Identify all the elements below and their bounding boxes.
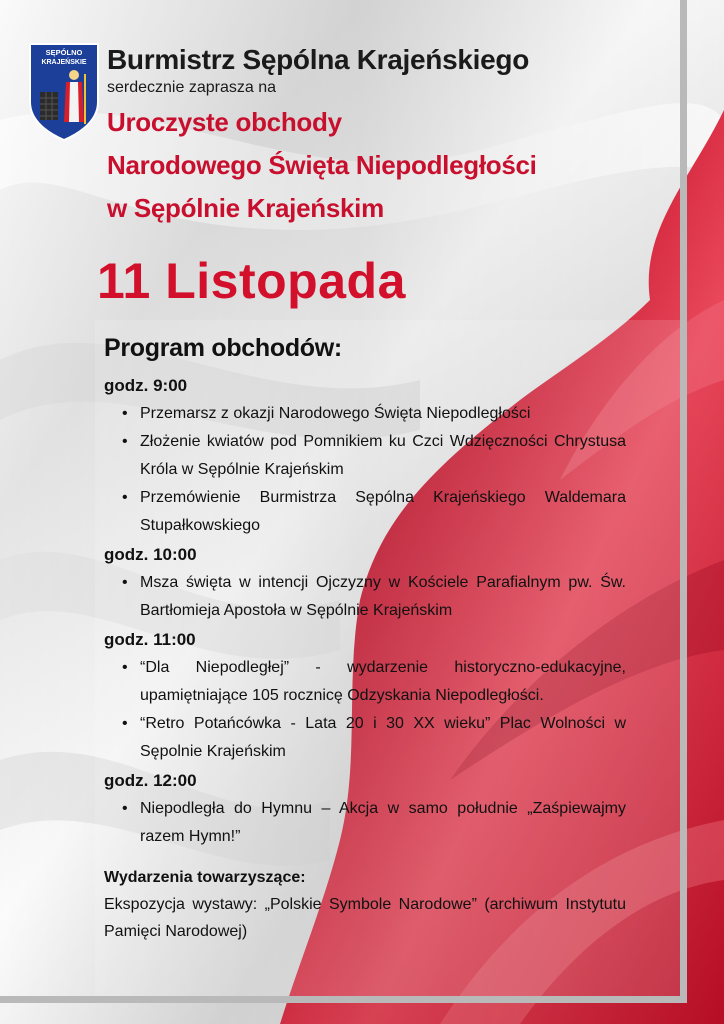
- list-item: [104, 428, 626, 484]
- bullet-icon: •: [122, 489, 128, 506]
- bullet-icon: •: [122, 574, 128, 591]
- time-heading: godz. 9:00: [104, 376, 188, 395]
- event-title-line-3: w Sępólnie Krajeńskim: [107, 193, 384, 223]
- list-item: [104, 795, 626, 851]
- header: [107, 42, 537, 230]
- frame-line-bottom: [0, 996, 687, 1003]
- program-title: Program obchodów:: [104, 334, 342, 362]
- time-heading: godz. 12:00: [104, 771, 197, 790]
- program-section: [104, 334, 626, 945]
- host-title: Burmistrz Sępólna Krajeńskiego: [107, 44, 530, 75]
- list-item: [104, 569, 626, 625]
- bullet-icon: •: [122, 405, 128, 422]
- event-title-line-2: Narodowego Święta Niepodległości: [107, 150, 537, 180]
- event-title-line-1: Uroczyste obchody: [107, 107, 342, 137]
- crest-text-2: KRAJEŃSKIE: [41, 59, 87, 66]
- bullet-icon: •: [122, 800, 128, 817]
- bullet-icon: •: [122, 433, 128, 450]
- list-item: [104, 710, 626, 766]
- item-text: Przemarsz z okazji Narodowego Święta Niepodległości: [140, 405, 531, 422]
- item-text: Złożenie kwiatów pod Pomnikiem ku Czci Wdzięczności Chrystusa Króla w Sępólnie Krajeńskim: [140, 433, 626, 478]
- item-text: Msza święta w intencji Ojczyzny w Kościele Parafialnym pw. Św. Bartłomieja Apostoła w Sępólnie Krajeńskim: [140, 574, 626, 619]
- bullet-icon: •: [122, 715, 128, 732]
- accompanying-events-text: Ekspozycja wystawy: „Polskie Symbole Narodowe” (archiwum Instytutu Pamięci Narodowej): [104, 896, 626, 940]
- item-text: Przemówienie Burmistrza Sępólna Krajeńskiego Waldemara Stupałkowskiego: [140, 489, 626, 534]
- crest-text-1: SĘPÓLNO: [45, 48, 83, 57]
- bullet-icon: •: [122, 659, 128, 676]
- list-item: [104, 484, 626, 540]
- time-heading: godz. 11:00: [104, 630, 196, 649]
- invitation-subtitle: serdecznie zaprasza na: [107, 79, 276, 96]
- frame-line-right: [680, 0, 687, 1000]
- item-text: “Dla Niepodległej” - wydarzenie historyczno-edukacyjne, upamiętniające 105 rocznicę Odzyskania Niepodległości.: [140, 659, 626, 704]
- accompanying-events-title: Wydarzenia towarzyszące:: [104, 869, 306, 886]
- event-date: 11 Listopada: [97, 253, 406, 309]
- item-text: “Retro Potańcówka - Lata 20 i 30 XX wieku” Plac Wolności w Sępolnie Krajeńskim: [140, 715, 626, 760]
- time-heading: godz. 10:00: [104, 545, 197, 564]
- list-item: [104, 400, 626, 428]
- list-item: [104, 654, 626, 710]
- item-text: Niepodległa do Hymnu – Akcja w samo południe „Zaśpiewajmy razem Hymn!”: [140, 800, 626, 845]
- town-crest-icon: [28, 42, 100, 142]
